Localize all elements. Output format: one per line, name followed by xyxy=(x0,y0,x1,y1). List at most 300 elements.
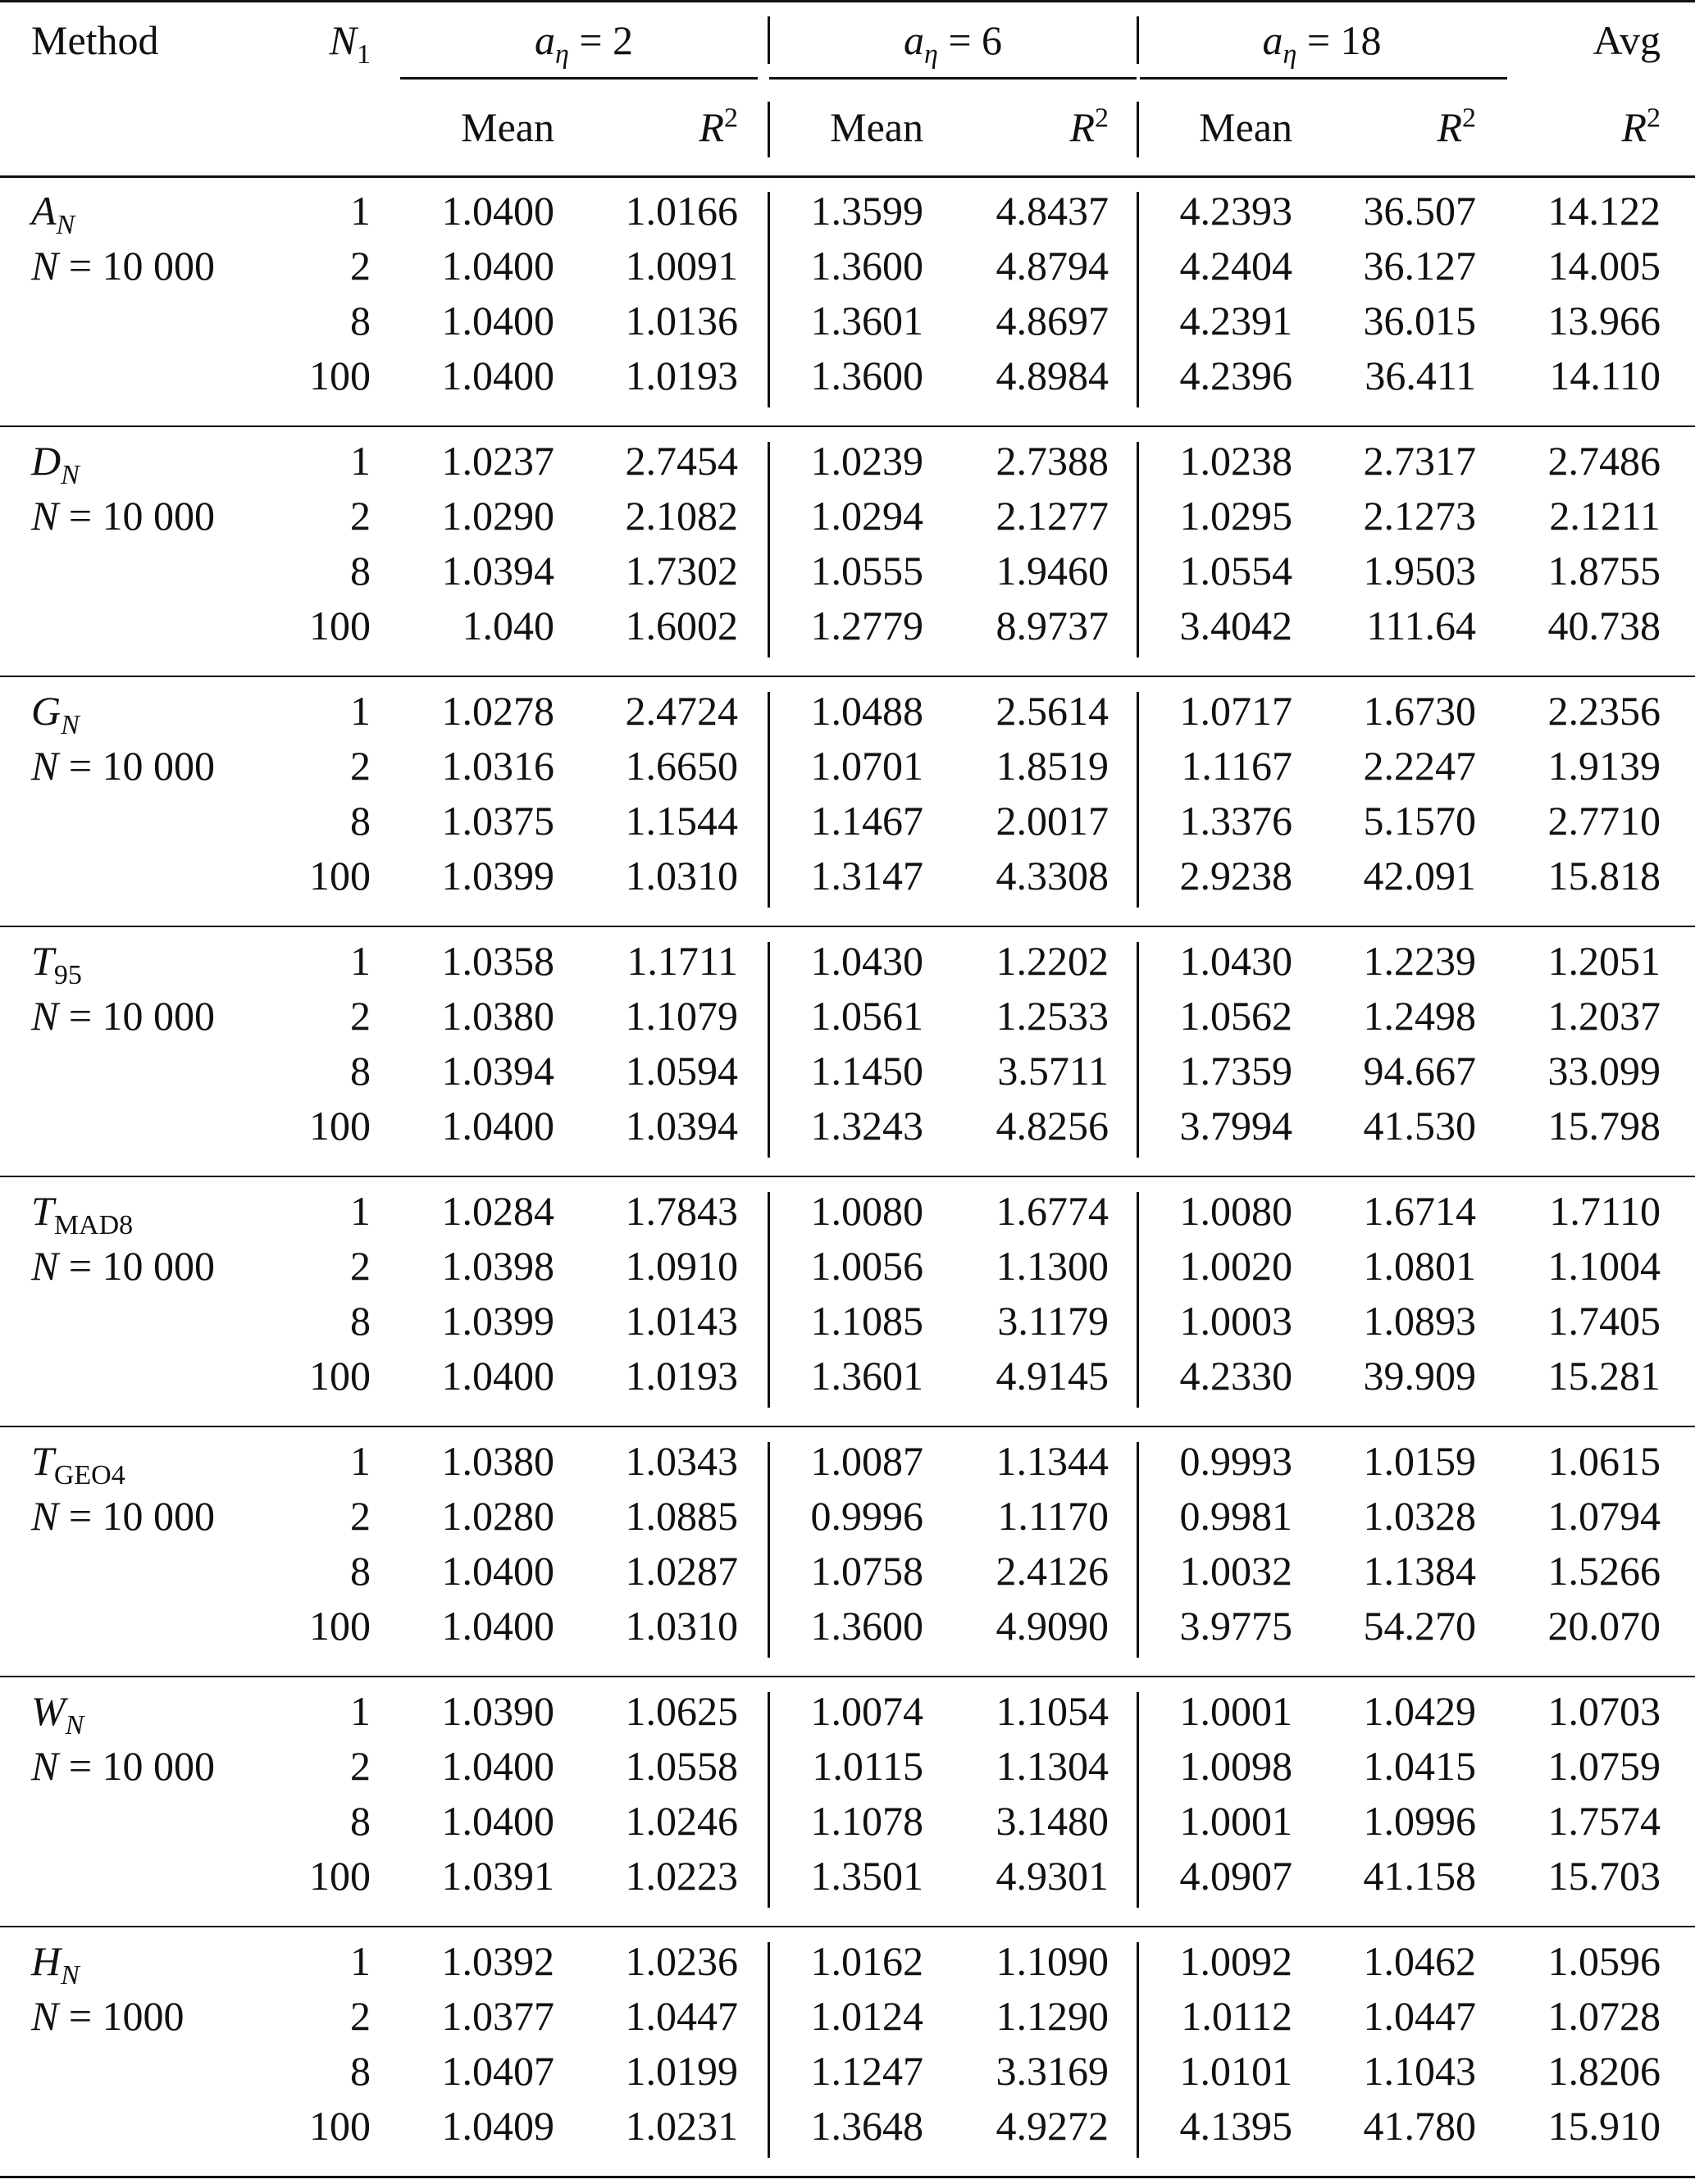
table-cell: 1.040 xyxy=(462,603,554,648)
table-cell: 3.1480 xyxy=(996,1798,1109,1844)
table-cell: 1.2051 xyxy=(1547,938,1661,984)
table-cell: 1.0310 xyxy=(625,1603,738,1649)
table-cell: 1.0310 xyxy=(625,853,738,899)
body-sep-2 xyxy=(1137,1442,1139,1658)
table-cell: 4.8697 xyxy=(996,298,1109,344)
table-cell: 1.0124 xyxy=(810,1993,923,2039)
table-cell: 1.3600 xyxy=(810,1603,923,1649)
table-cell: 15.910 xyxy=(1547,2103,1661,2149)
table-cell: 4.2391 xyxy=(1179,298,1292,344)
table-cell: 3.3169 xyxy=(996,2048,1109,2094)
table-cell: 1.0098 xyxy=(1179,1743,1292,1789)
table-cell: 1.0193 xyxy=(625,1353,738,1399)
table-cell: 1.0910 xyxy=(625,1243,738,1289)
table-cell: 8.9737 xyxy=(996,603,1109,648)
table-cell: 1.1450 xyxy=(810,1048,923,1094)
table-cell: 1.2533 xyxy=(996,993,1109,1039)
block-rule xyxy=(0,1926,1695,1927)
table-cell: 2.1273 xyxy=(1363,493,1476,539)
table-cell: 2.7710 xyxy=(1547,798,1661,844)
table-cell: 0.9981 xyxy=(1179,1493,1292,1539)
table-cell: 1.0801 xyxy=(1363,1243,1476,1289)
table-cell: 1.1711 xyxy=(627,938,738,984)
table-cell: 41.158 xyxy=(1363,1853,1476,1899)
table-cell: 1.0400 xyxy=(441,1798,554,1844)
block-rule xyxy=(0,926,1695,927)
table-cell: 2.7486 xyxy=(1547,438,1661,484)
table-cell: 1.0703 xyxy=(1547,1688,1661,1734)
table-cell: 1.0407 xyxy=(441,2048,554,2094)
mean-header-2: Mean xyxy=(830,104,923,150)
table-cell: 4.9272 xyxy=(996,2103,1109,2149)
table-cell: 1.7574 xyxy=(1547,1798,1661,1844)
block-rule xyxy=(0,425,1695,427)
n1-value: 8 xyxy=(350,298,371,344)
table-cell: 2.7317 xyxy=(1363,438,1476,484)
table-cell: 4.2330 xyxy=(1179,1353,1292,1399)
table-cell: 1.0400 xyxy=(441,298,554,344)
table-cell: 1.0166 xyxy=(625,188,738,234)
table-cell: 1.6774 xyxy=(996,1188,1109,1234)
mean-header-1: Mean xyxy=(461,104,554,150)
table-cell: 1.6002 xyxy=(625,603,738,648)
table-cell: 1.0199 xyxy=(625,2048,738,2094)
table-cell: 2.2356 xyxy=(1547,688,1661,734)
n1-value: 1 xyxy=(350,188,371,234)
group-underline-1 xyxy=(400,77,758,80)
table-cell: 1.6730 xyxy=(1363,688,1476,734)
table-cell: 1.1043 xyxy=(1363,2048,1476,2094)
table-cell: 1.0391 xyxy=(441,1853,554,1899)
table-cell: 1.3147 xyxy=(810,853,923,899)
table-cell: 1.0380 xyxy=(441,993,554,1039)
body-sep-2 xyxy=(1137,1692,1139,1908)
n1-value: 1 xyxy=(350,1438,371,1484)
table-cell: 1.0287 xyxy=(625,1548,738,1594)
table-cell: 1.0136 xyxy=(625,298,738,344)
table-cell: 1.0001 xyxy=(1179,1798,1292,1844)
table-cell: 94.667 xyxy=(1363,1048,1476,1094)
table-cell: 1.0239 xyxy=(810,438,923,484)
n1-value: 2 xyxy=(350,243,371,289)
table-cell: 5.1570 xyxy=(1363,798,1476,844)
table-cell: 1.0074 xyxy=(810,1688,923,1734)
table-cell: 1.3599 xyxy=(810,188,923,234)
n1-value: 2 xyxy=(350,493,371,539)
table-cell: 0.9996 xyxy=(810,1493,923,1539)
table-cell: 1.0794 xyxy=(1547,1493,1661,1539)
sample-size-label: N = 10 000 xyxy=(31,493,216,539)
n1-value: 1 xyxy=(350,1188,371,1234)
table-cell: 3.5711 xyxy=(997,1048,1109,1094)
table-cell: 1.0112 xyxy=(1181,1993,1292,2039)
n1-value: 8 xyxy=(350,798,371,844)
table-cell: 1.0143 xyxy=(625,1298,738,1344)
avg-header: Avg xyxy=(1592,17,1661,63)
table-cell: 2.4126 xyxy=(996,1548,1109,1594)
method-header: Method xyxy=(31,17,159,63)
table-cell: 2.7454 xyxy=(625,438,738,484)
table-cell: 2.1277 xyxy=(996,493,1109,539)
table-cell: 1.0278 xyxy=(441,688,554,734)
table-cell: 1.0400 xyxy=(441,1353,554,1399)
body-sep-1 xyxy=(768,1692,770,1908)
n1-value: 2 xyxy=(350,1493,371,1539)
table-cell: 1.0394 xyxy=(441,1048,554,1094)
table-cell: 36.411 xyxy=(1365,353,1476,398)
table-cell: 42.091 xyxy=(1363,853,1476,899)
table-cell: 1.0415 xyxy=(1363,1743,1476,1789)
table-cell: 1.0488 xyxy=(810,688,923,734)
body-sep-1 xyxy=(768,1942,770,2158)
table-cell: 41.530 xyxy=(1363,1103,1476,1149)
header-sep-2 xyxy=(1137,16,1139,64)
table-cell: 3.7994 xyxy=(1179,1103,1292,1149)
table-cell: 1.0020 xyxy=(1179,1243,1292,1289)
n1-value: 8 xyxy=(350,1298,371,1344)
table-cell: 1.0409 xyxy=(441,2103,554,2149)
table-cell: 1.9139 xyxy=(1547,743,1661,789)
table-cell: 1.0377 xyxy=(441,1993,554,2039)
table-cell: 1.2202 xyxy=(996,938,1109,984)
n1-value: 100 xyxy=(309,1103,371,1149)
table-cell: 1.0390 xyxy=(441,1688,554,1734)
body-sep-1 xyxy=(768,942,770,1158)
table-cell: 1.0399 xyxy=(441,1298,554,1344)
n1-header: $N_1$ xyxy=(329,17,371,70)
table-cell: 1.0400 xyxy=(441,353,554,398)
table-cell: 1.1085 xyxy=(810,1298,923,1344)
table-cell: 2.9238 xyxy=(1179,853,1292,899)
table-cell: 15.281 xyxy=(1547,1353,1661,1399)
header-sep-1 xyxy=(768,16,770,64)
table-cell: 1.0399 xyxy=(441,853,554,899)
n1-value: 2 xyxy=(350,1243,371,1289)
table-cell: 2.7388 xyxy=(996,438,1109,484)
table-cell: 36.507 xyxy=(1363,188,1476,234)
sample-size-label: N = 10 000 xyxy=(31,1493,216,1539)
n1-value: 100 xyxy=(309,1603,371,1649)
block-rule xyxy=(0,1426,1695,1427)
n1-value: 100 xyxy=(309,2103,371,2149)
body-sep-2 xyxy=(1137,192,1139,407)
table-cell: 1.0392 xyxy=(441,1938,554,1984)
body-sep-2 xyxy=(1137,442,1139,657)
table-cell: 1.0615 xyxy=(1547,1438,1661,1484)
table-cell: 54.270 xyxy=(1363,1603,1476,1649)
table-cell: 1.1167 xyxy=(1181,743,1292,789)
table-cell: 1.8519 xyxy=(996,743,1109,789)
sample-size-label: N = 10 000 xyxy=(31,1243,216,1289)
table-cell: 1.0080 xyxy=(810,1188,923,1234)
table-cell: 1.0462 xyxy=(1363,1938,1476,1984)
table-cell: 2.1082 xyxy=(625,493,738,539)
table-cell: 15.818 xyxy=(1547,853,1661,899)
table-cell: 1.8755 xyxy=(1547,548,1661,594)
r2-header-1: $R^2$ xyxy=(699,102,738,150)
table-cell: 1.0893 xyxy=(1363,1298,1476,1344)
table-cell: 2.5614 xyxy=(996,688,1109,734)
table-cell: 4.8256 xyxy=(996,1103,1109,1149)
body-sep-1 xyxy=(768,192,770,407)
table-cell: 1.0400 xyxy=(441,188,554,234)
table-cell: 36.127 xyxy=(1363,243,1476,289)
mean-header-3: Mean xyxy=(1199,104,1292,150)
n1-value: 8 xyxy=(350,1048,371,1094)
table-cell: 1.7405 xyxy=(1547,1298,1661,1344)
table-cell: 2.1211 xyxy=(1549,493,1661,539)
table-cell: 1.0056 xyxy=(810,1243,923,1289)
n1-value: 8 xyxy=(350,2048,371,2094)
table-cell: 1.3601 xyxy=(810,298,923,344)
body-sep-2 xyxy=(1137,942,1139,1158)
table-cell: 1.0280 xyxy=(441,1493,554,1539)
block-rule xyxy=(0,1176,1695,1177)
body-sep-2 xyxy=(1137,1942,1139,2158)
table-cell: 1.3601 xyxy=(810,1353,923,1399)
table-cell: 1.2037 xyxy=(1547,993,1661,1039)
table-cell: 1.0092 xyxy=(1179,1938,1292,1984)
a-eta-header-1: $a_\eta = 2$ xyxy=(534,17,634,70)
table-cell: 1.9503 xyxy=(1363,548,1476,594)
table-cell: 1.0400 xyxy=(441,1103,554,1149)
group-underline-3 xyxy=(1140,77,1507,80)
table-cell: 4.2393 xyxy=(1179,188,1292,234)
table-cell: 1.0032 xyxy=(1179,1548,1292,1594)
table-cell: 4.2404 xyxy=(1179,243,1292,289)
table-cell: 0.9993 xyxy=(1179,1438,1292,1484)
table-cell: 1.1300 xyxy=(996,1243,1109,1289)
n1-value: 1 xyxy=(350,438,371,484)
table-cell: 1.0400 xyxy=(441,1743,554,1789)
table-cell: 1.0087 xyxy=(810,1438,923,1484)
n1-value: 2 xyxy=(350,1743,371,1789)
table-cell: 1.0375 xyxy=(441,798,554,844)
table-cell: 4.9090 xyxy=(996,1603,1109,1649)
table-cell: 1.0328 xyxy=(1363,1493,1476,1539)
table-cell: 1.1467 xyxy=(810,798,923,844)
n1-value: 1 xyxy=(350,688,371,734)
table-cell: 1.2239 xyxy=(1363,938,1476,984)
table-cell: 111.64 xyxy=(1366,603,1476,648)
r2-header-4: $R^2$ xyxy=(1621,102,1661,150)
table-cell: 1.1384 xyxy=(1363,1548,1476,1594)
table-cell: 1.3600 xyxy=(810,353,923,398)
n1-value: 100 xyxy=(309,1853,371,1899)
table-cell: 1.0398 xyxy=(441,1243,554,1289)
table-cell: 1.0728 xyxy=(1547,1993,1661,2039)
table-cell: 4.8437 xyxy=(996,188,1109,234)
body-sep-1 xyxy=(768,1192,770,1408)
table-cell: 1.1054 xyxy=(996,1688,1109,1734)
table-cell: 1.0193 xyxy=(625,353,738,398)
table-cell: 1.0343 xyxy=(625,1438,738,1484)
table-cell: 1.7359 xyxy=(1179,1048,1292,1094)
table-cell: 1.3600 xyxy=(810,243,923,289)
block-rule xyxy=(0,1676,1695,1677)
table-cell: 1.1090 xyxy=(996,1938,1109,1984)
table-cell: 39.909 xyxy=(1363,1353,1476,1399)
sample-size-label: N = 10 000 xyxy=(31,1743,216,1789)
table-cell: 1.3501 xyxy=(810,1853,923,1899)
table-cell: 1.0561 xyxy=(810,993,923,1039)
table-cell: 1.0231 xyxy=(625,2103,738,2149)
body-sep-2 xyxy=(1137,692,1139,908)
table-cell: 1.0400 xyxy=(441,1548,554,1594)
table-cell: 13.966 xyxy=(1547,298,1661,344)
sample-size-label: N = 10 000 xyxy=(31,993,216,1039)
table-cell: 1.0238 xyxy=(1179,438,1292,484)
table-cell: 1.0758 xyxy=(810,1548,923,1594)
table-cell: 1.8206 xyxy=(1547,2048,1661,2094)
method-label: $T_{95}$ xyxy=(31,938,82,990)
table-cell: 1.5266 xyxy=(1547,1548,1661,1594)
table-cell: 1.0290 xyxy=(441,493,554,539)
table-cell: 1.2498 xyxy=(1363,993,1476,1039)
table-cell: 1.1344 xyxy=(996,1438,1109,1484)
table-cell: 1.0080 xyxy=(1179,1188,1292,1234)
table-cell: 4.2396 xyxy=(1179,353,1292,398)
sample-size-label: N = 10 000 xyxy=(31,243,216,289)
a-eta-header-3: $a_\eta = 18$ xyxy=(1262,17,1382,70)
n1-value: 2 xyxy=(350,993,371,1039)
table-cell: 1.1247 xyxy=(810,2048,923,2094)
table-cell: 1.0394 xyxy=(441,548,554,594)
table-cell: 4.3308 xyxy=(996,853,1109,899)
table-cell: 1.0236 xyxy=(625,1938,738,1984)
sample-size-label: N = 10 000 xyxy=(31,743,216,789)
table-cell: 15.798 xyxy=(1547,1103,1661,1149)
table-cell: 1.3648 xyxy=(810,2103,923,2149)
n1-value: 1 xyxy=(350,938,371,984)
table-cell: 1.0554 xyxy=(1179,548,1292,594)
table-cell: 4.9301 xyxy=(996,1853,1109,1899)
method-label: $D_N$ xyxy=(31,438,80,490)
table-cell: 1.0400 xyxy=(441,1603,554,1649)
method-label: $T_{GEO4}$ xyxy=(31,1438,125,1490)
table-cell: 14.122 xyxy=(1547,188,1661,234)
table-cell: 1.0562 xyxy=(1179,993,1292,1039)
a-eta-header-2: $a_\eta = 6$ xyxy=(903,17,1003,70)
n1-value: 1 xyxy=(350,1938,371,1984)
table-cell: 1.0430 xyxy=(1179,938,1292,984)
table-cell: 1.1170 xyxy=(997,1493,1109,1539)
table-cell: 1.0625 xyxy=(625,1688,738,1734)
table-cell: 1.6650 xyxy=(625,743,738,789)
table-cell: 14.110 xyxy=(1549,353,1661,398)
table-cell: 1.1078 xyxy=(810,1798,923,1844)
table-cell: 1.0701 xyxy=(810,743,923,789)
header-sep-4 xyxy=(1137,102,1139,157)
table-cell: 1.0429 xyxy=(1363,1688,1476,1734)
n1-value: 1 xyxy=(350,1688,371,1734)
table-cell: 1.0996 xyxy=(1363,1798,1476,1844)
table-cell: 36.015 xyxy=(1363,298,1476,344)
table-cell: 4.8794 xyxy=(996,243,1109,289)
table-cell: 1.0596 xyxy=(1547,1938,1661,1984)
body-sep-1 xyxy=(768,1442,770,1658)
table-cell: 33.099 xyxy=(1547,1048,1661,1094)
header-rule xyxy=(0,175,1695,178)
top-rule xyxy=(0,0,1695,2)
table-cell: 1.9460 xyxy=(996,548,1109,594)
table-cell: 1.0223 xyxy=(625,1853,738,1899)
table-cell: 1.3376 xyxy=(1179,798,1292,844)
table-cell: 1.0430 xyxy=(810,938,923,984)
table-cell: 1.1290 xyxy=(996,1993,1109,2039)
table-cell: 1.0003 xyxy=(1179,1298,1292,1344)
body-sep-1 xyxy=(768,692,770,908)
table-cell: 1.1304 xyxy=(996,1743,1109,1789)
body-sep-1 xyxy=(768,442,770,657)
table-cell: 15.703 xyxy=(1547,1853,1661,1899)
n1-value: 100 xyxy=(309,1353,371,1399)
table-cell: 1.0295 xyxy=(1179,493,1292,539)
table-cell: 1.6714 xyxy=(1363,1188,1476,1234)
table-cell: 1.0101 xyxy=(1179,2048,1292,2094)
table-cell: 2.2247 xyxy=(1363,743,1476,789)
table-cell: 1.0162 xyxy=(810,1938,923,1984)
table-cell: 40.738 xyxy=(1547,603,1661,648)
table-cell: 1.0447 xyxy=(625,1993,738,2039)
method-label: $T_{MAD8}$ xyxy=(31,1188,134,1240)
block-rule xyxy=(0,676,1695,677)
table-cell: 1.0885 xyxy=(625,1493,738,1539)
r2-header-2: $R^2$ xyxy=(1069,102,1109,150)
table-cell: 1.0555 xyxy=(810,548,923,594)
table-cell: 4.1395 xyxy=(1179,2103,1292,2149)
table-cell: 1.0284 xyxy=(441,1188,554,1234)
table-cell: 14.005 xyxy=(1547,243,1661,289)
n1-value: 8 xyxy=(350,1798,371,1844)
table-cell: 1.0316 xyxy=(441,743,554,789)
table-cell: 1.0394 xyxy=(625,1103,738,1149)
table-cell: 1.7843 xyxy=(625,1188,738,1234)
table-cell: 1.0159 xyxy=(1363,1438,1476,1484)
table-cell: 1.0594 xyxy=(625,1048,738,1094)
table-cell: 2.0017 xyxy=(996,798,1109,844)
table-cell: 3.9775 xyxy=(1179,1603,1292,1649)
table-cell: 1.0447 xyxy=(1363,1993,1476,2039)
table-cell: 1.0001 xyxy=(1179,1688,1292,1734)
table-cell: 1.0380 xyxy=(441,1438,554,1484)
body-sep-2 xyxy=(1137,1192,1139,1408)
table-cell: 1.0558 xyxy=(625,1743,738,1789)
table-cell: 1.1544 xyxy=(625,798,738,844)
bottom-rule xyxy=(0,2176,1695,2178)
table-cell: 1.0759 xyxy=(1547,1743,1661,1789)
table-cell: 1.0717 xyxy=(1179,688,1292,734)
r2-header-3: $R^2$ xyxy=(1437,102,1476,150)
table-cell: 1.0246 xyxy=(625,1798,738,1844)
n1-value: 100 xyxy=(309,853,371,899)
table-cell: 1.0358 xyxy=(441,938,554,984)
method-label: $A_N$ xyxy=(31,188,75,240)
header-sep-3 xyxy=(768,102,770,157)
table-cell: 1.0294 xyxy=(810,493,923,539)
method-label: $G_N$ xyxy=(31,688,80,740)
table-cell: 20.070 xyxy=(1547,1603,1661,1649)
table-cell: 4.9145 xyxy=(996,1353,1109,1399)
method-label: $W_N$ xyxy=(31,1688,84,1740)
n1-value: 100 xyxy=(309,603,371,648)
table-cell: 3.4042 xyxy=(1179,603,1292,648)
table-cell: 1.0115 xyxy=(812,1743,923,1789)
table-cell: 1.3243 xyxy=(810,1103,923,1149)
table-cell: 1.0091 xyxy=(625,243,738,289)
table-cell: 41.780 xyxy=(1363,2103,1476,2149)
table-cell: 1.0400 xyxy=(441,243,554,289)
